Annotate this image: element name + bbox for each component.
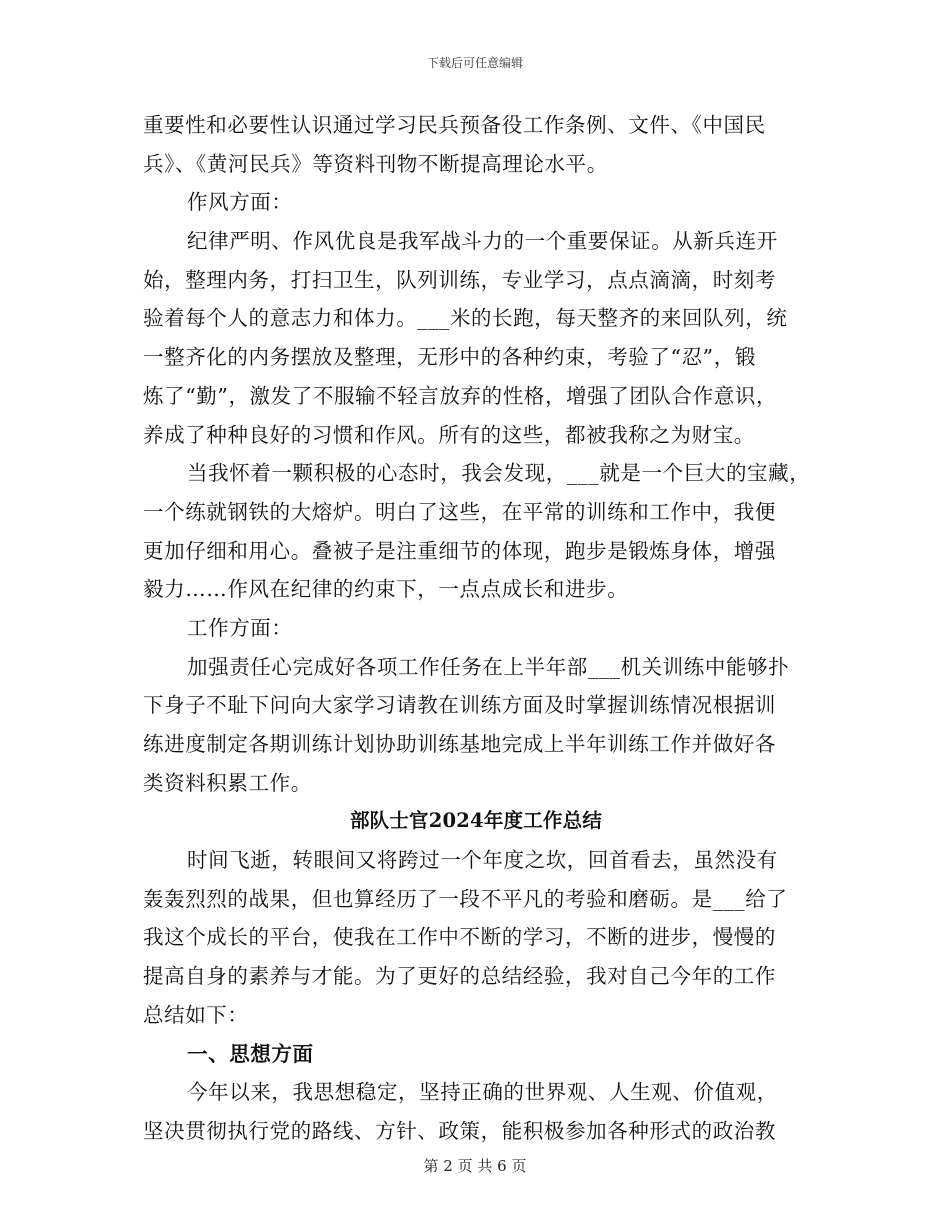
text-line: 我这个成长的平台，使我在工作中不断的学习，不断的进步，慢慢的 xyxy=(143,925,776,950)
text-line: 下身子不耻下问向大家学习请教在训练方面及时掌握训练情况根据训 xyxy=(143,693,776,718)
text-line: 养成了种种良好的习惯和作风。所有的这些，都被我称之为财宝。 xyxy=(143,422,755,447)
text-line: 更加仔细和用心。叠被子是注重细节的体现，跑步是锻炼身体，增强 xyxy=(143,538,776,563)
text-line: 毅力……作风在纪律的约束下，一点点成长和进步。 xyxy=(143,577,629,602)
paragraph-start: 时间飞逝，转眼间又将跨过一个年度之坎，回首看去，虽然没有 xyxy=(187,848,778,873)
paragraph-start: 纪律严明、作风优良是我军战斗力的一个重要保证。从新兵连开 xyxy=(187,229,778,254)
text-line: 练进度制定各期训练计划协助训练基地完成上半年训练工作并做好各 xyxy=(143,732,776,756)
text-line: 始，整理内务，打扫卫生，队列训练，专业学习，点点滴滴，时刻考 xyxy=(143,267,776,292)
text-line: 一整齐化的内务摆放及整理，无形中的各种约束，考验了“忍”，锻 xyxy=(143,345,756,370)
text-line: 坚决贯彻执行党的路线、方针、政策，能积极参加各种形式的政治教 xyxy=(143,1118,776,1143)
page-number-footer: 第 2 页 共 6 页 xyxy=(423,1157,527,1175)
text-line: 类资料积累工作。 xyxy=(143,770,312,795)
document-body xyxy=(143,106,809,1151)
text-line: 一个练就钢铁的大熔炉。明白了这些，在平常的训练和工作中，我便 xyxy=(143,499,776,524)
section-label-work: 工作方面： xyxy=(187,615,293,640)
text-line: 重要性和必要性认识通过学习民兵预备役工作条例、文件、《中国民 xyxy=(143,113,766,137)
text-line: 兵》、《黄河民兵》等资料刊物不断提高理论水平。 xyxy=(143,151,608,176)
paragraph-start: 当我怀着一颗积极的心态时，我会发现，___就是一个巨大的宝藏， xyxy=(187,461,811,486)
text-line: 提高自身的素养与才能。为了更好的总结经验，我对自己今年的工作 xyxy=(143,964,776,989)
text-line: 炼了“勤”，激发了不服输不轻言放弃的性格，增强了团队合作意识， xyxy=(143,383,778,408)
section-heading-thought: 一、思想方面 xyxy=(187,1041,314,1066)
paragraph-start: 今年以来，我思想稳定，坚持正确的世界观、人生观、价值观， xyxy=(187,1080,778,1105)
section-label-style: 作风方面： xyxy=(187,190,293,215)
text-line: 总结如下： xyxy=(143,1002,249,1027)
page-header-note: 下载后可任意编辑 xyxy=(426,56,523,70)
text-line: 验着每个人的意志力和体力。___米的长跑，每天整齐的来回队列，统 xyxy=(143,306,788,331)
paragraph-start: 加强责任心完成好各项工作任务在上半年部___机关训练中能够扑 xyxy=(187,654,790,679)
text-line: 轰轰烈烈的战果，但也算经历了一段不平凡的考验和磨砺。是___给了 xyxy=(143,886,788,911)
document-title: 部队士官2024年度工作总结 xyxy=(349,809,603,833)
